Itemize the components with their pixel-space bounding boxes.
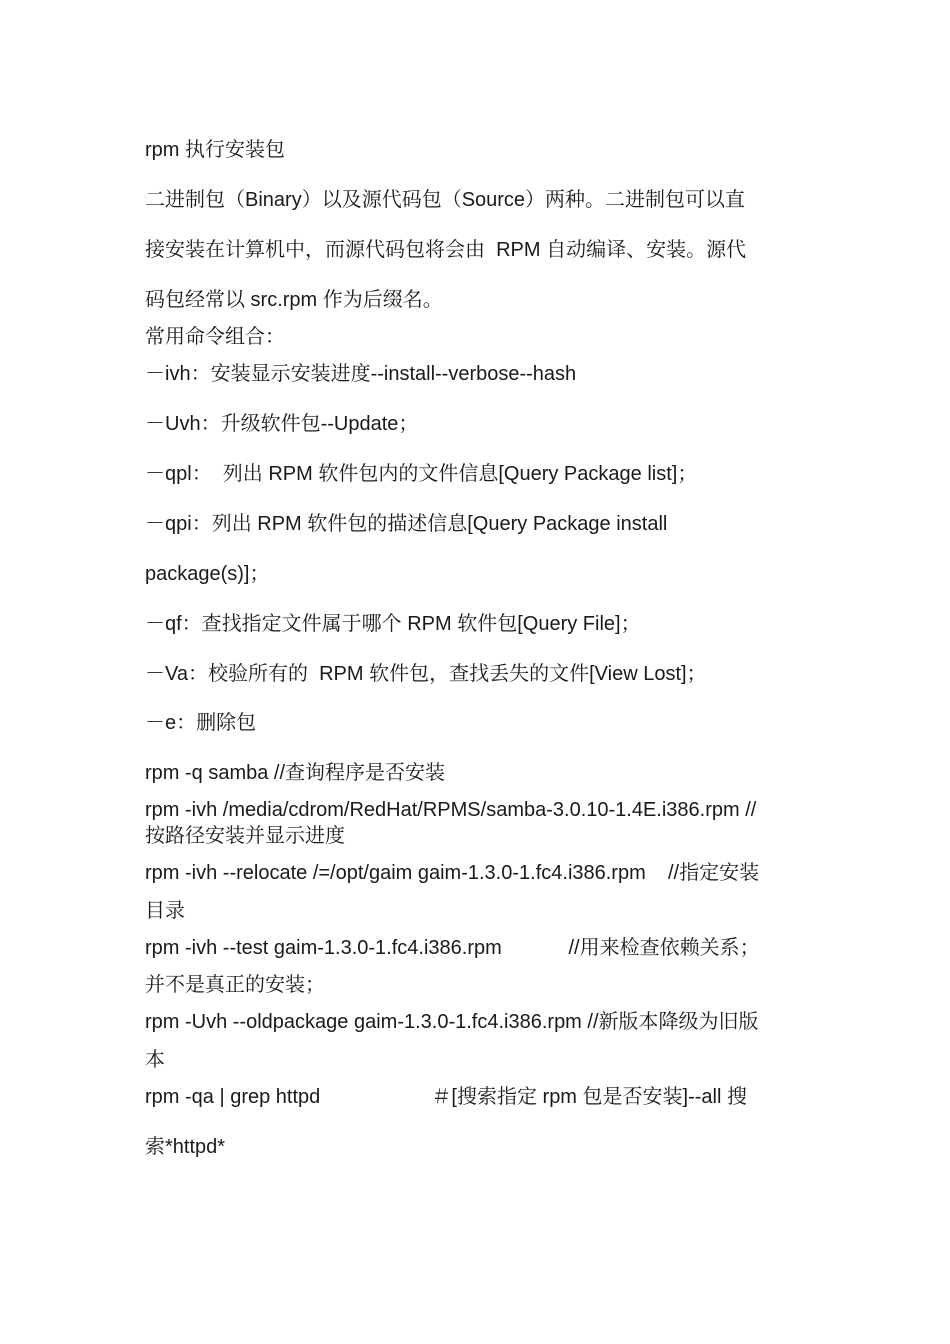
example-oldpackage: rpm -Uvh --oldpackage gaim-1.3.0-1.fc4.i386.rpm //新版本降级为旧版 (145, 1011, 759, 1033)
example-test-comment: 并不是真正的安装； (145, 974, 325, 996)
heading-rpm-install: rpm 执行安装包 (145, 139, 285, 161)
option-qpl: －qpl： 列出 RPM 软件包内的文件信息[Query Package list]； (145, 463, 698, 485)
example-test: rpm -ivh --test gaim-1.3.0-1.fc4.i386.rpm //用来检查依赖关系； (145, 937, 760, 959)
example-grep-continued: 索*httpd* (145, 1136, 226, 1158)
option-qpi: －qpi：列出 RPM 软件包的描述信息[Query Package install (145, 513, 668, 535)
paragraph-line-3: 码包经常以 src.rpm 作为后缀名。 (145, 289, 443, 311)
example-oldpackage-comment: 本 (145, 1049, 165, 1071)
common-commands-heading: 常用命令组合： (145, 326, 285, 348)
example-query: rpm -q samba //查询程序是否安装 (145, 762, 446, 784)
example-install-path-comment: 按路径安装并显示进度 (145, 825, 345, 847)
example-grep: rpm -qa | grep httpd ＃[搜索指定 rpm 包是否安装]--all 搜 (145, 1086, 747, 1108)
example-relocate-comment: 目录 (145, 900, 185, 922)
option-uvh: －Uvh：升级软件包--Update； (145, 413, 419, 435)
paragraph-line-2: 接安装在计算机中，而源代码包将会由 RPM 自动编译、安装。源代 (145, 239, 747, 261)
option-qpi-continued: package(s)]； (145, 563, 270, 585)
option-va: －Va：校验所有的 RPM 软件包，查找丢失的文件[View Lost]； (145, 663, 707, 685)
example-install-path: rpm -ivh /media/cdrom/RedHat/RPMS/samba-3.0.10-1.4E.i386.rpm // (145, 799, 757, 821)
paragraph-line-1: 二进制包（Binary）以及源代码包（Source）两种。二进制包可以直 (145, 189, 746, 211)
example-relocate: rpm -ivh --relocate /=/opt/gaim gaim-1.3.0-1.fc4.i386.rpm //指定安装 (145, 862, 760, 884)
option-qf: －qf：查找指定文件属于哪个 RPM 软件包[Query File]； (145, 613, 641, 635)
option-e: －e：删除包 (145, 712, 257, 734)
option-ivh: －ivh：安装显示安装进度--install--verbose--hash (145, 363, 577, 385)
